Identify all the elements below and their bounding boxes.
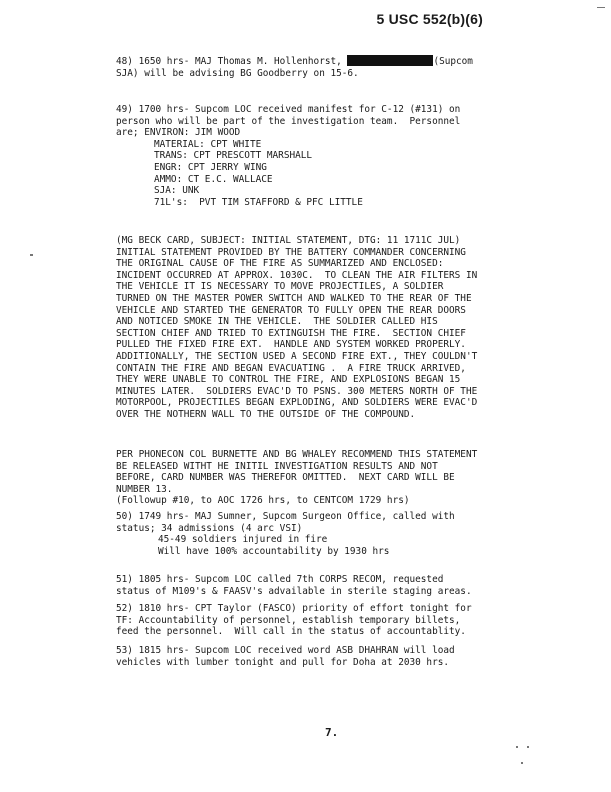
log-entry-50 (116, 511, 557, 557)
phonecon-line: BEFORE, CARD NUMBER WAS THEREFOR OMITTED. NEXT CARD WILL BE (116, 472, 455, 484)
redaction-block (347, 55, 433, 66)
entry-51-line: status of M109's & FAASV's advailable in sterile staging areas. (116, 585, 472, 597)
team-member: AMMO: CT E.C. WALLACE (154, 173, 273, 185)
scan-speck (597, 7, 605, 8)
entry-53-line: 53) 1815 hrs- Supcom LOC received word ASB DHAHRAN will load (116, 645, 455, 656)
entry-48-line-2: SJA) will be advising BG Goodberry on 15-6. (116, 67, 359, 79)
statement-line: MOTORPOOL, PROJECTILES BEGAN EXPLODING, AND SOLDIERS WERE EVAC'D (116, 397, 478, 409)
phonecon-line: BE RELEASED WITHT HE INITIL INVESTIGATION RESULTS AND NOT (116, 460, 438, 472)
team-member: TRANS: CPT PRESCOTT MARSHALL (154, 150, 313, 162)
page-number: 7. (325, 726, 339, 739)
statement-line: (MG BECK CARD, SUBJECT: INITIAL STATEMENT, DTG: 11 1711C JUL) (116, 235, 461, 246)
foia-exemption-stamp: 5 USC 552(b)(6) (376, 11, 483, 27)
log-entry-53 (116, 645, 557, 668)
log-entry-52 (116, 603, 557, 638)
entry-50-line: 50) 1749 hrs- MAJ Sumner, Supcom Surgeon Office, called with (116, 511, 455, 522)
statement-line: INITIAL STATEMENT PROVIDED BY THE BATTERY COMMANDER CONCERNING (116, 246, 466, 258)
statement-line: OVER THE NOTHERN WALL TO THE OUTSIDE OF THE COMPOUND. (116, 408, 416, 420)
scan-speck (30, 254, 33, 256)
entry-51-line: 51) 1805 hrs- Supcom LOC called 7th CORPS RECOM, requested (116, 574, 444, 585)
entry-48-line-1-pre: 48) 1650 hrs- MAJ Thomas M. Hollenhorst, (116, 56, 342, 67)
entry-49-line-2: person who will be part of the investigation team. Personnel (116, 115, 461, 127)
scan-speck (527, 746, 529, 748)
statement-line: THEY WERE UNABLE TO CONTROL THE FIRE, AND EXPLOSIONS BEGAN 15 (116, 374, 461, 386)
statement-line: VEHICLE AND STARTED THE GENERATOR TO FULLY OPEN THE REAR DOORS (116, 304, 466, 316)
statement-line: THE VEHICLE IT IS NECESSARY TO MOVE PROJECTILES, A SOLDIER (116, 281, 444, 293)
entry-50-line: status; 34 admissions (4 arc VSI) (116, 522, 303, 534)
team-member: ENGR: CPT JERRY WING (154, 161, 267, 173)
phonecon-line: NUMBER 13. (116, 483, 173, 495)
phonecon-line: PER PHONECON COL BURNETTE AND BG WHALEY RECOMMEND THIS STATEMENT (116, 449, 478, 460)
log-entry-48 (116, 55, 557, 79)
statement-line: TURNED ON THE MASTER POWER SWITCH AND WALKED TO THE REAR OF THE (116, 292, 472, 304)
statement-line: SECTION CHIEF AND TRIED TO EXTINGUISH THE FIRE. SECTION CHIEF (116, 327, 466, 339)
statement-line: CONTAIN THE FIRE AND BEGAN EVACUATING . A FIRE TRUCK ARRIVED, (116, 362, 466, 374)
statement-line: PULLED THE FIXED FIRE EXT. HANDLE AND SYSTEM WORKED PROPERLY. (116, 339, 466, 351)
entry-53-line: vehicles with lumber tonight and pull for Doha at 2030 hrs. (116, 656, 450, 668)
entry-50-subline: Will have 100% accountability by 1930 hrs (158, 545, 390, 557)
statement-line: INCIDENT OCCURRED AT APPROX. 1030C. TO CLEAN THE AIR FILTERS IN (116, 269, 478, 281)
phonecon-note (116, 449, 557, 507)
card-statement (116, 235, 557, 421)
team-member: MATERIAL: CPT WHITE (154, 138, 262, 150)
entry-52-line: 52) 1810 hrs- CPT Taylor (FASCO) priority of effort tonight for (116, 603, 472, 614)
entry-48-line-1-post: (Supcom (433, 56, 473, 67)
entry-49-line-3: are; ENVIRON: JIM WOOD (116, 127, 241, 139)
statement-line: ADDITIONALLY, THE SECTION USED A SECOND FIRE EXT., THEY COULDN'T (116, 350, 478, 362)
entry-49-line-1: 49) 1700 hrs- Supcom LOC received manifest for C-12 (#131) on (116, 104, 461, 115)
phonecon-line: (Followup #10, to AOC 1726 hrs, to CENTCOM 1729 hrs) (116, 495, 410, 507)
scan-speck (521, 762, 523, 764)
statement-line: THE ORIGINAL CAUSE OF THE FIRE AS SUMMARIZED AND ENCLOSED: (116, 258, 444, 270)
entry-52-line: TF: Accountability of personnel, establish temporary billets, (116, 614, 461, 626)
entry-52-line: feed the personnel. Will call in the status of accountablity. (116, 626, 466, 638)
statement-line: AND NOTICED SMOKE IN THE VEHICLE. THE SOLDIER CALLED HIS (116, 316, 438, 328)
team-member: SJA: UNK (154, 185, 200, 197)
statement-line: MINUTES LATER. SOLDIERS EVAC'D TO PSNS. 300 METERS NORTH OF THE (116, 385, 478, 397)
entry-50-subline: 45-49 soldiers injured in fire (158, 534, 328, 546)
log-entry-51 (116, 574, 557, 597)
scan-speck (516, 746, 518, 748)
log-entry-49 (116, 104, 557, 208)
team-member: 71L's: PVT TIM STAFFORD & PFC LITTLE (154, 196, 363, 208)
